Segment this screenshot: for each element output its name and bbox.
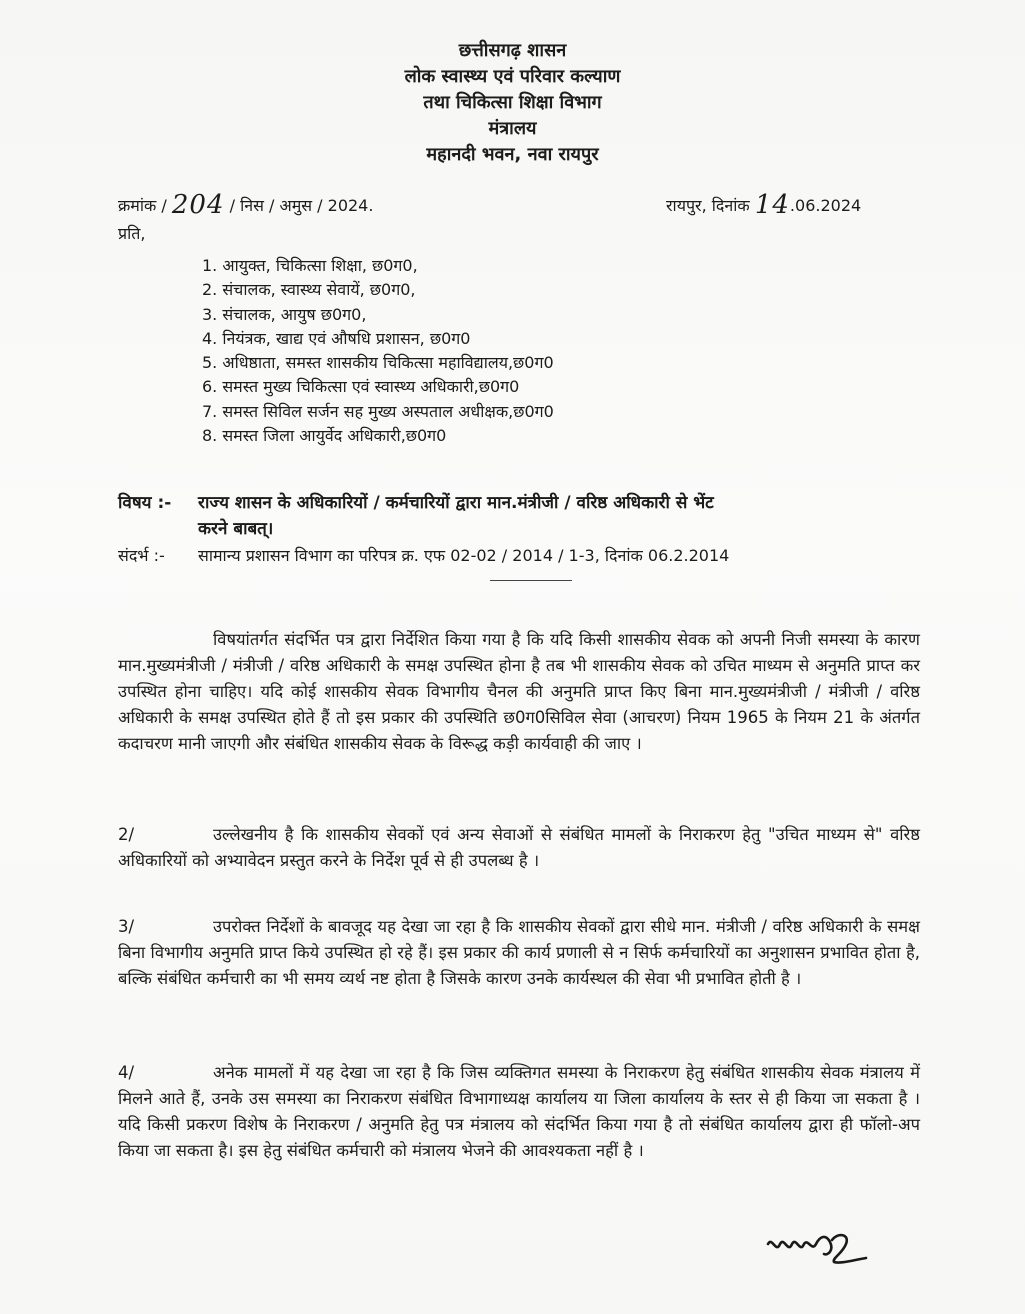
list-item: 7. समस्त सिविल सर्जन सह मुख्य अस्पताल अधीक्षक,छ0ग0 — [202, 401, 554, 421]
to-label: प्रति, — [118, 224, 146, 243]
letterhead-department: लोक स्वास्थ्य एवं परिवार कल्याण — [404, 66, 621, 87]
paragraph-2 — [118, 822, 920, 874]
subject-text: राज्य शासन के अधिकारियों / कर्मचारियों द्वारा मान.मंत्रीजी / वरिष्ठ अधिकारी से भेंट — [198, 493, 714, 513]
letterhead-address: महानदी भवन, नवा रायपुर — [426, 144, 599, 165]
letter-number: क्रमांक / 204 / निस / अमुस / 2024. — [118, 190, 374, 220]
list-item: 4. नियंत्रक, खाद्य एवं औषधि प्रशासन, छ0ग0 — [202, 328, 471, 348]
reference-text: सामान्य प्रशासन विभाग का परिपत्र क्र. एफ 02-02 / 2014 / 1-3, दिनांक 06.2.2014 — [198, 546, 730, 565]
list-item: 8. समस्त जिला आयुर्वेद अधिकारी,छ0ग0 — [202, 426, 447, 446]
list-item: 5. अधिष्ठाता, समस्त शासकीय चिकित्सा महाविद्यालय,छ0ग0 — [202, 353, 554, 373]
handwritten-number: 204 — [171, 190, 225, 220]
paragraph-3 — [118, 914, 920, 992]
subject-text-cont: करने बाबत्। — [198, 519, 274, 539]
paragraph-number: 2/ — [118, 825, 135, 844]
signature — [762, 1214, 872, 1274]
subject-line — [118, 490, 898, 542]
letterhead-government: छत्तीसगढ़ शासन — [458, 40, 567, 61]
paragraph-text: उल्लेखनीय है कि शासकीय सेवकों एवं अन्य सेवाओं से संबंधित मामलों के निराकरण हेतु "उचित माध्यम से" वरिष्ठ अधिकारियों को अभ्यावेदन प्रस्तुत करने के निर्देश पूर्व से ही उपलब्ध है । — [118, 825, 920, 870]
letter-date: रायपुर, दिनांक 14.06.2024 — [666, 190, 862, 220]
list-item: 1. आयुक्त, चिकित्सा शिक्षा, छ0ग0, — [202, 256, 418, 275]
paragraph-number: 3/ — [118, 917, 135, 936]
handwritten-day: 14 — [754, 190, 790, 220]
list-item: 6. समस्त मुख्य चिकित्सा एवं स्वास्थ्य अधिकारी,छ0ग0 — [202, 377, 520, 397]
paragraph-1: विषयांतर्गत संदर्भित पत्र द्वारा निर्देशित किया गया है कि यदि किसी शासकीय सेवक को अपनी निजी समस्या के कारण मान.मुख्यमंत्रीजी / मंत्रीजी / वरिष्ठ अधिकारी के समक्ष उपस्थित होना है तब भी शासकीय सेवक को उचित माध्यम से अनुमति प्राप्त कर उपस्थित होना चाहिए। यदि कोई शासकीय सेवक विभागीय चैनल की अनुमति प्राप्त किए बिना मान.मुख्यमंत्रीजी / मंत्रीजी / वरिष्ठ अधिकारी के समक्ष उपस्थित होते हैं तो इस प्रकार की उपस्थिति छ0ग0सिविल सेवा (आचरण) नियम 1965 के नियम 21 के अंतर्गत कदाचरण मानी जाएगी और संबंधित शासकीय सेवक के विरूद्ध कड़ी कार्यवाही की जाए । — [118, 630, 920, 753]
reference-line — [118, 544, 918, 568]
recipient-list — [202, 254, 554, 448]
paragraph-4 — [118, 1060, 920, 1164]
paragraph-text: उपरोक्त निर्देशों के बावजूद यह देखा जा रहा है कि शासकीय सेवकों द्वारा सीधे मान. मंत्रीजी / वरिष्ठ अधिकारी के समक्ष बिना विभागीय अनुमति प्राप्त किये उपस्थित हो रहे हैं। इस प्रकार की कार्य प्रणाली से न सिर्फ कर्मचारियों का अनुशासन प्रभावित होता है, बल्कि संबंधित कर्मचारी का भी समय व्यर्थ नष्ट होता है जिसके कारण उनके कार्यस्थल की सेवा भी प्रभावित होती है । — [118, 917, 920, 988]
divider — [490, 580, 572, 581]
paragraph-number: 4/ — [118, 1063, 135, 1082]
letterhead-department-cont: तथा चिकित्सा शिक्षा विभाग — [423, 92, 602, 113]
letterhead-ministry: मंत्रालय — [488, 118, 537, 139]
letterhead — [0, 38, 1025, 168]
subject-label: विषय :- — [118, 493, 172, 513]
list-item: 3. संचालक, आयुष छ0ग0, — [202, 304, 367, 324]
list-item: 2. संचालक, स्वास्थ्य सेवायें, छ0ग0, — [202, 280, 416, 300]
paragraph-text: अनेक मामलों में यह देखा जा रहा है कि जिस व्यक्तिगत समस्या के निराकरण हेतु संबंधित शासकीय सेवक मंत्रालय में मिलने आते हैं, उनके उस समस्या का निराकरण संबंधित विभागाध्यक्ष कार्यालय या जिला कार्यालय के स्तर से ही किया जा सकता है । यदि किसी प्रकरण विशेष के निराकरण / अनुमति हेतु पत्र मंत्रालय को संदर्भित किया गया है तो संबंधित कार्यालय द्वारा ही फॉलो-अप किया जा सकता है। इस हेतु संबंधित कर्मचारी को मंत्रालय भेजने की आवश्यकता नहीं है । — [118, 1063, 920, 1160]
reference-label: संदर्भ :- — [118, 546, 165, 565]
